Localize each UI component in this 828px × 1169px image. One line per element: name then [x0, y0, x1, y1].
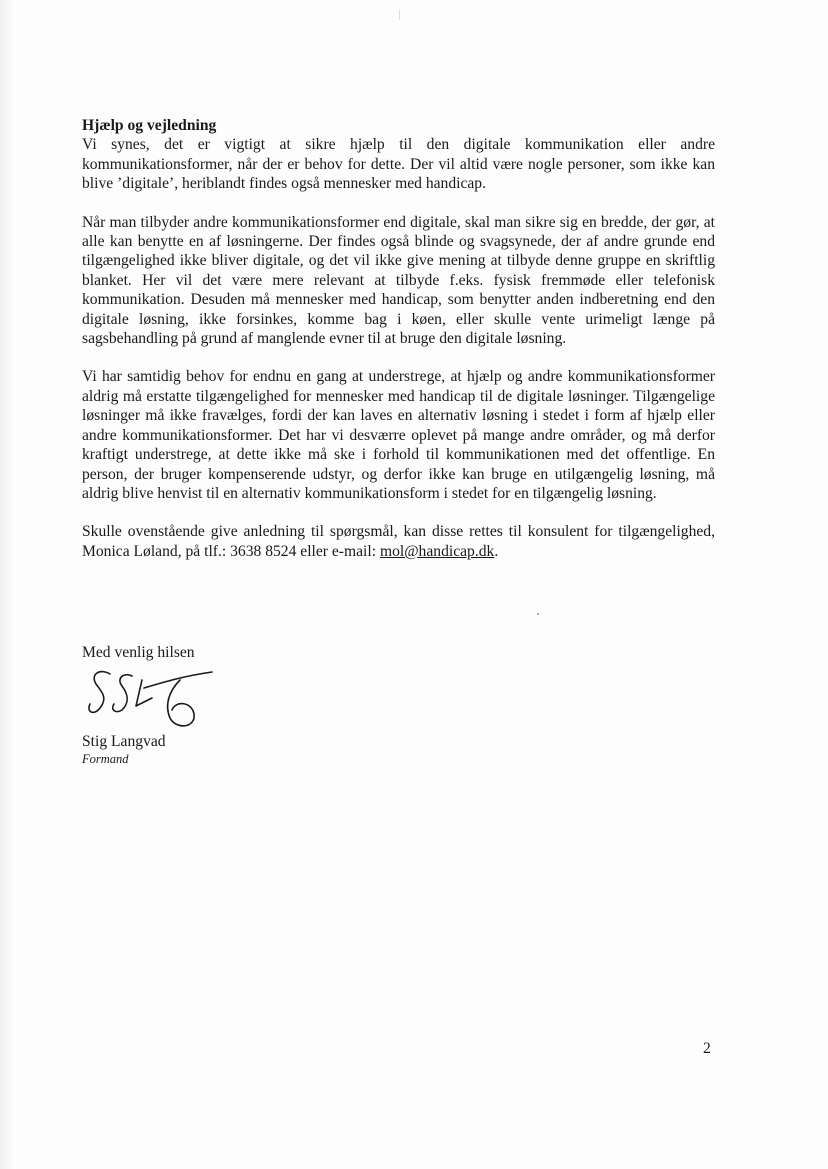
scan-edge: [0, 0, 14, 1169]
email-link[interactable]: mol@handicap.dk: [379, 542, 495, 560]
paragraph-1: Vi synes, det er vigtigt at sikre hjælp til den digitale kommunikation eller andre kommunikationsformer, når der er behov for dette. Der vil altid være nogle personer, som ikke kan blive ’digitale’, heriblandt findes også mennesker med handicap.: [82, 136, 715, 193]
scan-speck: [537, 613, 539, 615]
paragraph-3: Vi har samtidig behov for endnu en gang at understrege, at hjælp og andre kommunikationsformer aldrig må erstatte tilgængelighed for mennesker med handicap til de digitale løsninger. Tilgængelige løsninger må ikke fravælges, fordi der kan laves en alternativ løsning i stedet i form af hjælp eller andre kommunikationsformer. Det har vi desværre oplevet på mange andre områder, og må derfor kraftigt understrege, at dette ikke må ske i forhold til kommunikationen med det offentlige. En person, der bruger kompenserende udstyr, og derfor ikke kan bruge en utilgængelig løsning, må aldrig blive henvist til en alternativ kommunikationsform i stedet for en tilgængelig løsning.: [82, 368, 715, 502]
signer-title: Formand: [82, 752, 129, 766]
paragraph-2: Når man tilbyder andre kommunikationsformer end digitale, skal man sikre sig en bredde, der gør, at alle kan benytte en af løsningerne. Der findes også blinde og svagsynede, der af andre grunde end tilgængelighed ikke bliver digitale, og det vil ikke give mening at tilbyde denne gruppe en skriftlig blanket. Her vil det være mere relevant at tilbyde f.eks. fysisk fremmøde eller telefonisk kommunikation. Desuden må mennesker med handicap, som benytter anden indberetning end den digitale løsning, ikke forsinkes, komme bag i køen, eller skulle vente urimeligt længe på sagsbehandling på grund af manglende evner til at bruge den digitale løsning.: [82, 213, 715, 348]
contact-text: Skulle ovenstående give anledning til spørgsmål, kan disse rettes til konsulent for tilgængelighed, Monica Løland, på tlf.: 3638 8524 eller e-mail:: [82, 523, 715, 560]
section-heading: Hjælp og vejledning: [82, 117, 217, 134]
signer-name: Stig Langvad: [82, 733, 166, 750]
page-number: 2: [703, 1040, 711, 1057]
letter-body: [82, 116, 715, 580]
contact-paragraph: [82, 522, 715, 561]
contact-text-end: .: [494, 542, 499, 560]
handwritten-signature: [84, 666, 216, 732]
closing-salutation: Med venlig hilsen: [82, 644, 195, 661]
scan-speck: [399, 10, 400, 20]
